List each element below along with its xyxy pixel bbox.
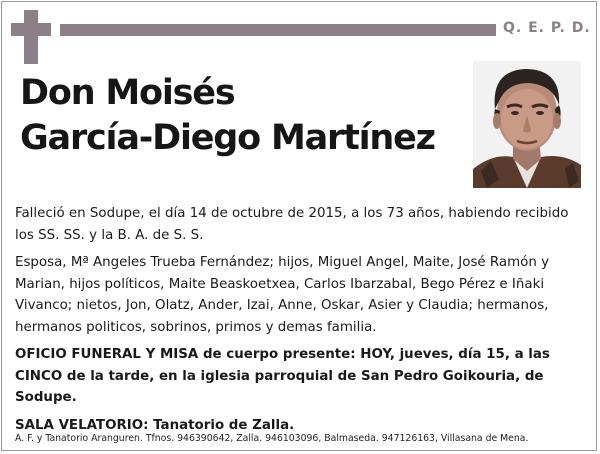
portrait-photo bbox=[473, 61, 581, 188]
deceased-name bbox=[20, 71, 470, 161]
deceased-name-line2: García-Diego Martínez bbox=[20, 118, 435, 158]
wake-info: SALA VELATORIO: Tanatorio de Zalla. bbox=[15, 417, 295, 433]
death-announcement: Falleció en Sodupe, el día 14 de octubre de 2015, a los 73 años, habiendo recibido los SS. SS. y la B. A. de S. S. bbox=[15, 206, 569, 243]
header-rule bbox=[60, 24, 496, 36]
qepd-label: Q. E. P. D. bbox=[503, 20, 591, 36]
obituary-body bbox=[15, 203, 587, 442]
family-list: Esposa, Mª Angeles Trueba Fernández; hijos, Miguel Angel, Maite, José Ramón y Marian, hijos políticos, Maite Beaskoetxea, Carlos Ibarzabal, Bego Pérez e Iñaki Vivanco; nietos, Jon, Olatz, Ander, Izai, Anne, Oskar, Asier y Claudia; hermanos, hermanos politicos, sobrinos, primos y demas familia. bbox=[15, 255, 550, 335]
funeral-home-footer: A. F. y Tanatorio Aranguren. Tfnos. 946390642, Zalla. 946103096, Balmaseda. 947126163, Villasana de Mena. bbox=[15, 433, 529, 444]
funeral-info: OFICIO FUNERAL Y MISA de cuerpo presente: HOY, jueves, día 15, a las CINCO de la tarde, en la iglesia parroquial de San Pedro Goikouria, de Sodupe. bbox=[15, 347, 550, 405]
deceased-name-line1: Don Moisés bbox=[20, 73, 235, 113]
cross-icon-vertical bbox=[24, 10, 38, 64]
cross-icon-horizontal bbox=[11, 23, 51, 36]
